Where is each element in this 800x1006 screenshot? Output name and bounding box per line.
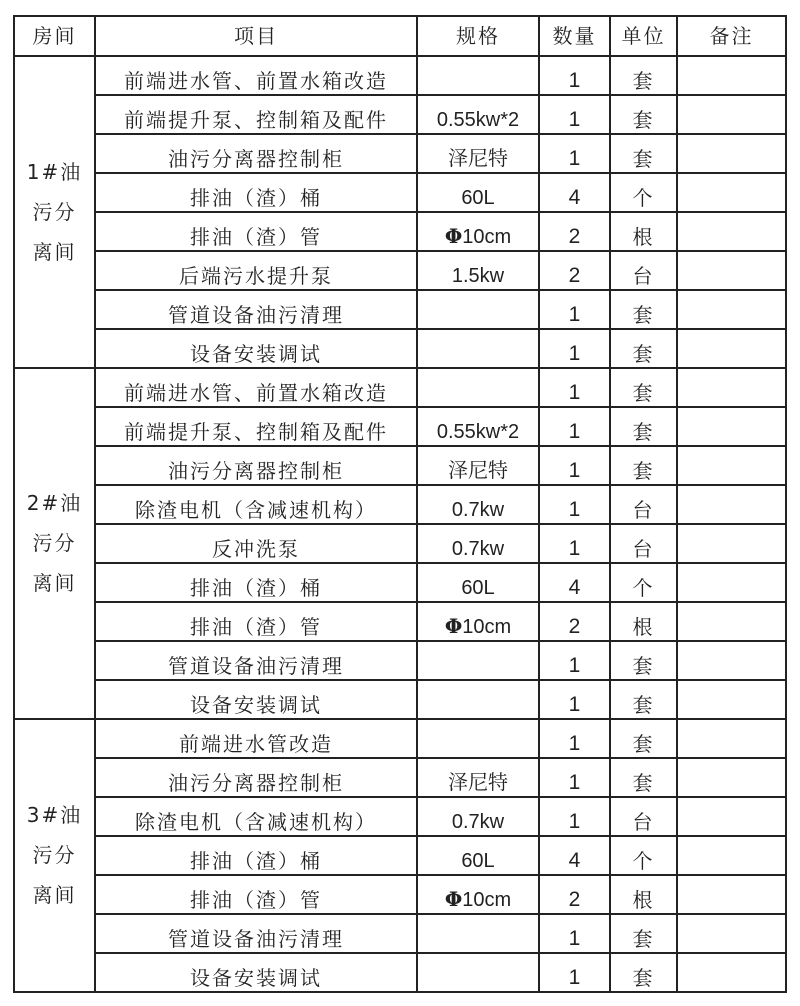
spec-cell	[417, 914, 539, 953]
quantity-cell: 4	[539, 563, 610, 602]
spec-cell	[417, 953, 539, 992]
spec-cell	[417, 680, 539, 719]
item-cell: 前端提升泵、控制箱及配件	[95, 407, 417, 446]
unit-cell: 套	[610, 641, 677, 680]
unit-cell: 套	[610, 290, 677, 329]
spec-cell: Φ10cm	[417, 212, 539, 251]
spec-cell	[417, 641, 539, 680]
table-row	[14, 914, 786, 953]
note-cell	[677, 407, 786, 446]
quantity-cell: 1	[539, 56, 610, 95]
spec-cell: 60L	[417, 836, 539, 875]
note-cell	[677, 134, 786, 173]
header-unit: 单位	[610, 16, 677, 56]
item-cell: 油污分离器控制柜	[95, 446, 417, 485]
spec-cell: 0.55kw*2	[417, 95, 539, 134]
note-cell	[677, 251, 786, 290]
table-row	[14, 56, 786, 95]
unit-cell: 个	[610, 563, 677, 602]
room-cell	[14, 368, 95, 719]
note-cell	[677, 524, 786, 563]
item-cell: 前端进水管、前置水箱改造	[95, 368, 417, 407]
table-body	[14, 56, 786, 992]
item-cell: 除渣电机（含减速机构）	[95, 485, 417, 524]
unit-cell: 套	[610, 329, 677, 368]
quantity-cell: 1	[539, 719, 610, 758]
room-label-line: 污分	[32, 199, 77, 224]
quantity-cell: 1	[539, 329, 610, 368]
quantity-cell: 2	[539, 875, 610, 914]
table-row	[14, 329, 786, 368]
unit-cell: 个	[610, 836, 677, 875]
table-row	[14, 563, 786, 602]
note-cell	[677, 875, 786, 914]
room-label-line: 离间	[32, 883, 77, 907]
unit-cell: 套	[610, 719, 677, 758]
unit-cell: 套	[610, 368, 677, 407]
note-cell	[677, 641, 786, 680]
unit-cell: 台	[610, 251, 677, 290]
table-row	[14, 173, 786, 212]
table-row	[14, 407, 786, 446]
quantity-cell: 1	[539, 368, 610, 407]
table-row	[14, 212, 786, 251]
quantity-cell: 2	[539, 602, 610, 641]
quantity-cell: 1	[539, 95, 610, 134]
quantity-cell: 1	[539, 797, 610, 836]
note-cell	[677, 485, 786, 524]
unit-cell: 套	[610, 134, 677, 173]
table-row	[14, 251, 786, 290]
item-cell: 设备安装调试	[95, 329, 417, 368]
header-note: 备注	[677, 16, 786, 56]
note-cell	[677, 836, 786, 875]
spec-cell: 60L	[417, 173, 539, 212]
unit-cell: 套	[610, 56, 677, 95]
note-cell	[677, 680, 786, 719]
item-cell: 设备安装调试	[95, 680, 417, 719]
note-cell	[677, 290, 786, 329]
spec-cell: 0.7kw	[417, 485, 539, 524]
quantity-cell: 2	[539, 212, 610, 251]
table-row	[14, 368, 786, 407]
quantity-cell: 4	[539, 173, 610, 212]
table-row	[14, 758, 786, 797]
room-cell	[14, 719, 95, 992]
quantity-cell: 1	[539, 446, 610, 485]
spec-cell: 0.7kw	[417, 524, 539, 563]
note-cell	[677, 914, 786, 953]
quantity-cell: 1	[539, 134, 610, 173]
table-row	[14, 290, 786, 329]
header-item: 项目	[95, 16, 417, 56]
table-row	[14, 797, 786, 836]
header-spec: 规格	[417, 16, 539, 56]
item-cell: 油污分离器控制柜	[95, 758, 417, 797]
quantity-cell: 1	[539, 680, 610, 719]
note-cell	[677, 953, 786, 992]
room-cell	[14, 56, 95, 368]
table-row	[14, 836, 786, 875]
room-label-line: 污分	[32, 531, 77, 555]
quantity-cell: 1	[539, 758, 610, 797]
room-label-line: 污分	[32, 843, 77, 867]
unit-cell: 根	[610, 875, 677, 914]
table-row	[14, 953, 786, 992]
table-row	[14, 446, 786, 485]
table-row	[14, 95, 786, 134]
table-row	[14, 524, 786, 563]
note-cell	[677, 563, 786, 602]
item-cell: 排油（渣）桶	[95, 836, 417, 875]
note-cell	[677, 797, 786, 836]
item-cell: 排油（渣）管	[95, 602, 417, 641]
quantity-cell: 1	[539, 290, 610, 329]
spec-cell: 泽尼特	[417, 758, 539, 797]
unit-cell: 套	[610, 680, 677, 719]
spec-cell: 0.7kw	[417, 797, 539, 836]
room-label-line: 2#油	[26, 491, 83, 515]
spec-cell	[417, 368, 539, 407]
note-cell	[677, 719, 786, 758]
unit-cell: 根	[610, 602, 677, 641]
item-cell: 前端提升泵、控制箱及配件	[95, 95, 417, 134]
note-cell	[677, 95, 786, 134]
note-cell	[677, 446, 786, 485]
note-cell	[677, 173, 786, 212]
quantity-cell: 2	[539, 251, 610, 290]
table-row	[14, 641, 786, 680]
quantity-cell: 1	[539, 407, 610, 446]
item-cell: 管道设备油污清理	[95, 914, 417, 953]
spec-cell	[417, 56, 539, 95]
header-qty: 数量	[539, 16, 610, 56]
spec-cell: 泽尼特	[417, 134, 539, 173]
room-label-line: 1#油	[26, 159, 83, 184]
quantity-cell: 1	[539, 524, 610, 563]
spec-cell: Φ10cm	[417, 602, 539, 641]
unit-cell: 套	[610, 758, 677, 797]
spec-cell	[417, 719, 539, 758]
spec-cell	[417, 290, 539, 329]
diameter-symbol: Φ	[444, 887, 463, 911]
item-cell: 反冲洗泵	[95, 524, 417, 563]
spec-cell	[417, 329, 539, 368]
table-row	[14, 719, 786, 758]
item-cell: 设备安装调试	[95, 953, 417, 992]
table-row	[14, 875, 786, 914]
table-row	[14, 602, 786, 641]
item-cell: 排油（渣）管	[95, 212, 417, 251]
quantity-cell: 4	[539, 836, 610, 875]
item-cell: 前端进水管、前置水箱改造	[95, 56, 417, 95]
unit-cell: 台	[610, 524, 677, 563]
spec-cell: 1.5kw	[417, 251, 539, 290]
unit-cell: 套	[610, 914, 677, 953]
item-cell: 后端污水提升泵	[95, 251, 417, 290]
header-row	[14, 16, 786, 56]
item-cell: 排油（渣）桶	[95, 173, 417, 212]
note-cell	[677, 56, 786, 95]
item-cell: 管道设备油污清理	[95, 290, 417, 329]
item-cell: 管道设备油污清理	[95, 641, 417, 680]
quantity-cell: 1	[539, 953, 610, 992]
diameter-symbol: Φ	[444, 224, 463, 248]
table-row	[14, 134, 786, 173]
room-label-line: 离间	[32, 239, 77, 264]
unit-cell: 套	[610, 407, 677, 446]
item-cell: 油污分离器控制柜	[95, 134, 417, 173]
header-room: 房间	[14, 16, 95, 56]
item-cell: 排油（渣）管	[95, 875, 417, 914]
quantity-cell: 1	[539, 485, 610, 524]
note-cell	[677, 212, 786, 251]
item-cell: 前端进水管改造	[95, 719, 417, 758]
room-label-line: 3#油	[26, 803, 83, 827]
table-row	[14, 485, 786, 524]
table-row	[14, 680, 786, 719]
unit-cell: 套	[610, 95, 677, 134]
unit-cell: 台	[610, 485, 677, 524]
unit-cell: 台	[610, 797, 677, 836]
spec-cell: 泽尼特	[417, 446, 539, 485]
note-cell	[677, 368, 786, 407]
quantity-cell: 1	[539, 641, 610, 680]
item-cell: 除渣电机（含减速机构）	[95, 797, 417, 836]
spec-cell: 60L	[417, 563, 539, 602]
unit-cell: 套	[610, 446, 677, 485]
note-cell	[677, 329, 786, 368]
equipment-table	[13, 15, 787, 993]
unit-cell: 个	[610, 173, 677, 212]
unit-cell: 根	[610, 212, 677, 251]
note-cell	[677, 758, 786, 797]
spec-cell: 0.55kw*2	[417, 407, 539, 446]
note-cell	[677, 602, 786, 641]
quantity-cell: 1	[539, 914, 610, 953]
item-cell: 排油（渣）桶	[95, 563, 417, 602]
unit-cell: 套	[610, 953, 677, 992]
diameter-symbol: Φ	[444, 614, 463, 638]
spec-cell: Φ10cm	[417, 875, 539, 914]
room-label-line: 离间	[32, 571, 77, 595]
